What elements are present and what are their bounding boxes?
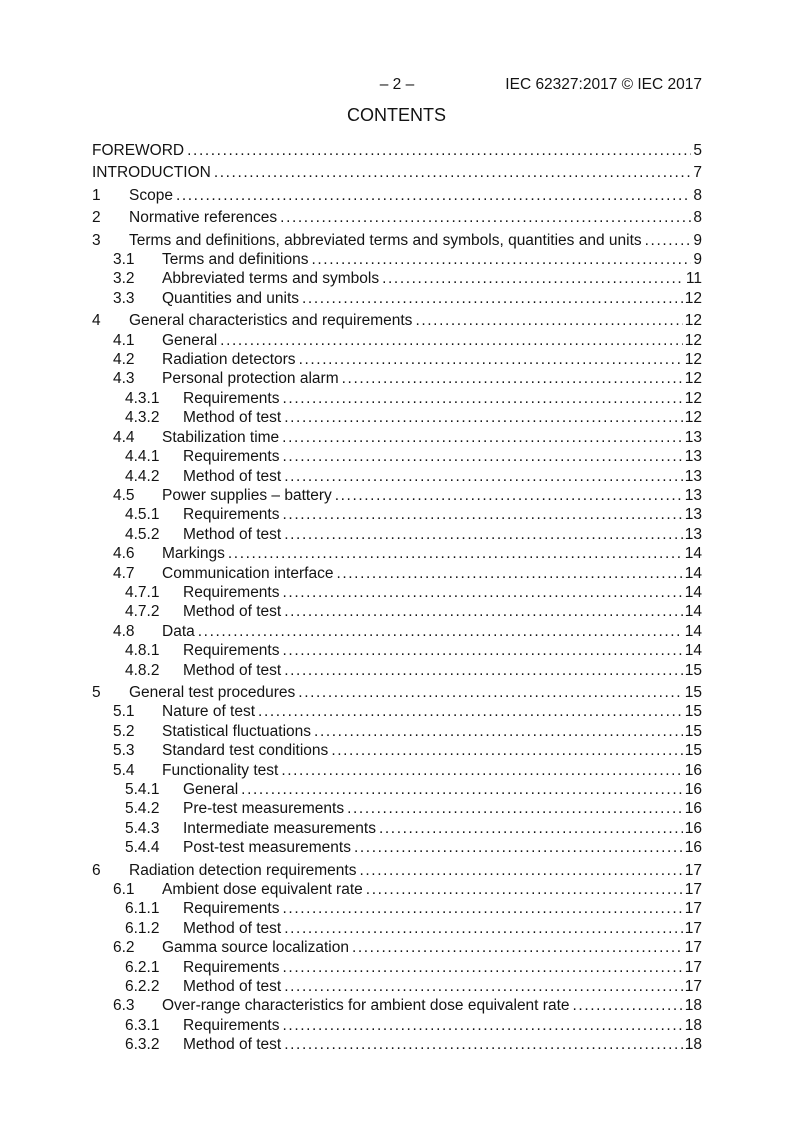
toc-entry-page: 12: [684, 389, 702, 407]
toc-dot-leader: [214, 163, 692, 182]
toc-entry-page: 16: [684, 839, 702, 857]
toc-entry: [92, 408, 702, 427]
toc-dot-leader: [283, 1016, 683, 1035]
toc-entry: [92, 996, 702, 1015]
toc-dot-leader: [283, 389, 683, 408]
toc-dot-leader: [283, 447, 683, 466]
toc-dot-leader: [241, 780, 683, 799]
toc-entry-number: 4.7: [113, 564, 135, 582]
toc-entry-title: Intermediate measurements: [183, 819, 376, 837]
toc-entry-number: 4.4: [113, 428, 135, 446]
toc-entry-title: Terms and definitions, abbreviated terms and symbols, quantities and units: [129, 231, 642, 249]
toc-dot-leader: [347, 799, 683, 818]
toc-entry-number: 4.3: [113, 370, 135, 388]
toc-dot-leader: [284, 661, 683, 680]
toc-entry-number: 6.3.2: [125, 1036, 160, 1054]
toc-dot-leader: [284, 977, 683, 996]
toc-list: [92, 141, 702, 1055]
toc-entry-number: 4.8.1: [125, 642, 160, 660]
toc-entry-title: Method of test: [183, 467, 282, 485]
toc-entry-page: 8: [693, 186, 702, 204]
toc-entry: [92, 350, 702, 369]
toc-entry: [92, 467, 702, 486]
toc-entry-number: 4.2: [113, 351, 135, 369]
toc-entry: [92, 208, 702, 227]
toc-entry-page: 5: [693, 142, 702, 159]
toc-entry: [92, 819, 702, 838]
toc-entry-number: 5.4.4: [125, 839, 160, 857]
toc-entry-title: Over-range characteristics for ambient dose equivalent rate: [162, 997, 570, 1015]
toc-entry-title: Requirements: [183, 1016, 280, 1034]
toc-entry: [92, 1016, 702, 1035]
toc-dot-leader: [335, 486, 683, 505]
toc-entry-page: 12: [684, 351, 702, 369]
toc-dot-leader: [302, 289, 683, 308]
toc-entry-page: 15: [684, 703, 702, 721]
toc-entry: [92, 331, 702, 350]
toc-entry-title: General: [162, 331, 218, 349]
toc-dot-leader: [284, 1035, 683, 1054]
toc-dot-leader: [284, 919, 683, 938]
toc-entry-page: 14: [684, 642, 702, 660]
toc-entry-title: Terms and definitions: [162, 251, 309, 269]
toc-entry-page: 7: [693, 164, 702, 182]
toc-entry: [92, 780, 702, 799]
toc-entry-number: 4.5: [113, 486, 135, 504]
toc-entry-title: Method of test: [183, 603, 282, 621]
toc-dot-leader: [573, 996, 683, 1015]
page-header: [92, 75, 702, 95]
toc-dot-leader: [283, 505, 683, 524]
toc-entry-number: 4.4.2: [125, 467, 160, 485]
toc-entry-page: 12: [684, 409, 702, 427]
toc-entry-title: Requirements: [183, 958, 280, 976]
toc-entry-title: Requirements: [183, 642, 280, 660]
toc-entry-title: Requirements: [183, 506, 280, 524]
toc-entry-number: 6: [92, 861, 101, 879]
toc-entry-title: Abbreviated terms and symbols: [162, 270, 380, 288]
toc-entry-title: Method of test: [183, 919, 282, 937]
toc-entry-number: 4.5.1: [125, 506, 160, 524]
toc-entry-title: General characteristics and requirements: [129, 312, 413, 330]
toc-entry-page: 9: [693, 251, 702, 269]
toc-entry-title: Method of test: [183, 661, 282, 679]
toc-entry: [92, 899, 702, 918]
toc-entry: [92, 958, 702, 977]
toc-dot-leader: [382, 269, 684, 288]
toc-entry: [92, 141, 702, 160]
toc-entry-title: Requirements: [183, 389, 280, 407]
toc-entry-title: Gamma source localization: [162, 939, 349, 957]
toc-entry-page: 14: [684, 622, 702, 640]
toc-dot-leader: [283, 583, 683, 602]
toc-entry-title: INTRODUCTION: [92, 164, 211, 182]
toc-entry-page: 15: [684, 661, 702, 679]
toc-entry-title: Requirements: [183, 448, 280, 466]
toc-entry: [92, 702, 702, 721]
toc-dot-leader: [176, 186, 691, 205]
toc-entry-title: Radiation detection requirements: [129, 861, 357, 879]
toc-entry-number: 6.2.2: [125, 978, 160, 996]
toc-entry-number: 5.4.1: [125, 781, 160, 798]
toc-entry-page: 13: [684, 467, 702, 485]
toc-entry-number: 6.2.1: [125, 958, 160, 976]
toc-entry-number: 4.3.1: [125, 389, 160, 407]
toc-entry-title: Method of test: [183, 978, 282, 996]
toc-entry-title: Ambient dose equivalent rate: [162, 881, 363, 899]
toc-dot-leader: [336, 564, 682, 583]
toc-entry-title: Method of test: [183, 409, 282, 427]
toc-entry-title: Radiation detectors: [162, 351, 296, 369]
toc-entry-number: 4.3.2: [125, 409, 160, 427]
toc-dot-leader: [342, 369, 683, 388]
toc-entry-title: Data: [162, 622, 195, 640]
toc-entry-page: 13: [684, 428, 702, 446]
toc-entry-page: 16: [684, 819, 702, 837]
toc-entry-number: 3.3: [113, 289, 135, 307]
toc-entry-number: 5.1: [113, 703, 135, 721]
toc-entry-title: Normative references: [129, 209, 278, 227]
toc-entry-number: 4: [92, 312, 101, 330]
toc-entry-title: Standard test conditions: [162, 742, 329, 760]
toc-entry-title: General test procedures: [129, 683, 296, 701]
toc-dot-leader: [366, 880, 683, 899]
toc-entry: [92, 311, 702, 330]
toc-entry-number: 4.8.2: [125, 661, 160, 679]
toc-entry-number: 4.8: [113, 622, 135, 640]
toc-dot-leader: [352, 938, 683, 957]
toc-entry-page: 11: [685, 270, 702, 288]
toc-entry: [92, 289, 702, 308]
toc-entry: [92, 722, 702, 741]
toc-dot-leader: [284, 525, 683, 544]
toc-entry-number: 3.1: [113, 251, 135, 269]
toc-entry: [92, 231, 702, 250]
document-reference: IEC 62327:2017 © IEC 2017: [505, 76, 702, 93]
toc-entry: [92, 602, 702, 621]
toc-entry: [92, 938, 702, 957]
toc-entry-page: 17: [684, 978, 702, 996]
toc-entry: [92, 661, 702, 680]
toc-entry-page: 16: [684, 800, 702, 818]
toc-entry-page: 17: [684, 919, 702, 937]
toc-entry-number: 5.4: [113, 761, 135, 779]
toc-dot-leader: [281, 761, 682, 780]
toc-dot-leader: [284, 602, 683, 621]
toc-entry-title: Personal protection alarm: [162, 370, 339, 388]
toc-dot-leader: [645, 231, 692, 250]
toc-entry-number: 4.6: [113, 545, 135, 563]
toc-entry-page: 18: [684, 997, 702, 1015]
toc-entry-page: 13: [684, 486, 702, 504]
toc-entry-page: 16: [684, 781, 702, 798]
toc-entry: [92, 525, 702, 544]
toc-dot-leader: [280, 208, 691, 227]
toc-dot-leader: [298, 683, 682, 702]
toc-entry-title: Requirements: [183, 900, 280, 918]
toc-entry-page: 13: [684, 506, 702, 524]
toc-entry-title: Pre-test measurements: [183, 800, 345, 818]
toc-entry-page: 17: [684, 900, 702, 918]
toc-entry-number: 4.7.2: [125, 603, 160, 621]
toc-entry: [92, 799, 702, 818]
toc-entry-title: Statistical fluctuations: [162, 722, 312, 740]
toc-entry-number: 4.7.1: [125, 583, 160, 601]
toc-entry-page: 14: [684, 545, 702, 563]
toc-dot-leader: [311, 250, 691, 269]
toc-entry-title: Method of test: [183, 1036, 282, 1054]
toc-entry-page: 8: [693, 209, 702, 227]
toc-dot-leader: [331, 741, 682, 760]
toc-entry-number: 4.1: [113, 331, 135, 349]
toc-entry: [92, 741, 702, 760]
toc-dot-leader: [379, 819, 683, 838]
toc-entry-title: Markings: [162, 545, 225, 563]
toc-entry-number: 6.3.1: [125, 1016, 160, 1034]
toc-entry-title: Post-test measurements: [183, 839, 351, 857]
toc-entry-number: 6.3: [113, 997, 135, 1015]
toc-dot-leader: [220, 331, 683, 350]
toc-entry: [92, 564, 702, 583]
toc-entry-page: 12: [684, 370, 702, 388]
toc-entry-page: 17: [684, 861, 702, 879]
toc-dot-leader: [282, 428, 683, 447]
toc-dot-leader: [283, 899, 683, 918]
toc-entry: [92, 622, 702, 641]
toc-entry-number: 4.5.2: [125, 525, 160, 543]
toc-entry-number: 5.4.2: [125, 800, 160, 818]
toc-dot-leader: [258, 702, 683, 721]
toc-entry: [92, 269, 702, 288]
toc-entry-number: 6.1.2: [125, 919, 160, 937]
toc-entry-title: Functionality test: [162, 761, 279, 779]
toc-entry: [92, 250, 702, 269]
toc-entry: [92, 186, 702, 205]
toc-entry-number: 3.2: [113, 270, 135, 288]
toc-entry-page: 12: [684, 331, 702, 349]
toc-entry-page: 12: [684, 289, 702, 307]
toc-entry-number: 5.2: [113, 722, 135, 740]
toc-entry-title: Method of test: [183, 525, 282, 543]
toc-entry: [92, 977, 702, 996]
toc-entry-title: Nature of test: [162, 703, 256, 721]
page-number-marker: – 2 –: [379, 76, 415, 93]
toc-entry: [92, 505, 702, 524]
toc-entry: [92, 544, 702, 563]
toc-dot-leader: [299, 350, 683, 369]
toc-dot-leader: [228, 544, 683, 563]
toc-entry-number: 6.2: [113, 939, 135, 957]
toc-entry-page: 16: [684, 761, 702, 779]
toc-entry-page: 17: [684, 881, 702, 899]
toc-entry: [92, 486, 702, 505]
toc-entry-number: 5: [92, 683, 101, 701]
toc-entry-title: Power supplies – battery: [162, 486, 332, 504]
toc-entry-page: 14: [684, 583, 702, 601]
toc-dot-leader: [283, 641, 683, 660]
toc-dot-leader: [415, 311, 682, 330]
toc-entry-page: 13: [684, 525, 702, 543]
toc-entry-page: 15: [684, 742, 702, 760]
toc-entry-title: Stabilization time: [162, 428, 280, 446]
toc-entry-page: 14: [684, 564, 702, 582]
toc-entry: [92, 583, 702, 602]
toc-dot-leader: [198, 622, 683, 641]
toc-entry: [92, 428, 702, 447]
toc-entry-page: 13: [684, 448, 702, 466]
toc-entry-title: General: [183, 781, 239, 798]
toc-entry-title: Requirements: [183, 583, 280, 601]
toc-entry-page: 18: [684, 1036, 702, 1054]
toc-entry: [92, 163, 702, 182]
toc-entry: [92, 447, 702, 466]
toc-entry-title: FOREWORD: [92, 142, 185, 159]
toc-entry-page: 9: [693, 231, 702, 249]
toc-entry: [92, 761, 702, 780]
toc-dot-leader: [283, 958, 683, 977]
toc-dot-leader: [359, 861, 682, 880]
toc-entry-page: 17: [684, 958, 702, 976]
toc-entry: [92, 861, 702, 880]
contents-title: CONTENTS: [347, 105, 446, 125]
toc-dot-leader: [284, 467, 683, 486]
toc-entry-number: 1: [92, 186, 101, 204]
toc-dot-leader: [284, 408, 683, 427]
toc-entry-number: 5.4.3: [125, 819, 160, 837]
toc-entry: [92, 880, 702, 899]
toc-entry-title: Scope: [129, 186, 173, 204]
toc-entry-number: 4.4.1: [125, 448, 160, 466]
toc-entry: [92, 838, 702, 857]
toc-entry: [92, 1035, 702, 1054]
toc-entry: [92, 919, 702, 938]
toc-entry-title: Quantities and units: [162, 289, 300, 307]
toc-entry: [92, 641, 702, 660]
toc-entry-page: 17: [684, 939, 702, 957]
toc-entry-page: 15: [684, 683, 702, 701]
toc-dot-leader: [187, 141, 691, 160]
toc-entry-number: 3: [92, 231, 101, 249]
toc-entry-number: 6.1.1: [125, 900, 160, 918]
toc-dot-leader: [354, 838, 683, 857]
toc-dot-leader: [314, 722, 683, 741]
toc-entry-number: 2: [92, 209, 101, 227]
toc-entry-number: 6.1: [113, 881, 135, 899]
toc-entry-page: 15: [684, 722, 702, 740]
toc-entry-page: 14: [684, 603, 702, 621]
toc-entry-page: 18: [684, 1016, 702, 1034]
toc-entry: [92, 683, 702, 702]
toc-entry: [92, 389, 702, 408]
toc-entry-title: Communication interface: [162, 564, 334, 582]
toc-entry: [92, 369, 702, 388]
toc-entry-number: 5.3: [113, 742, 135, 760]
toc-entry-page: 12: [684, 312, 702, 330]
